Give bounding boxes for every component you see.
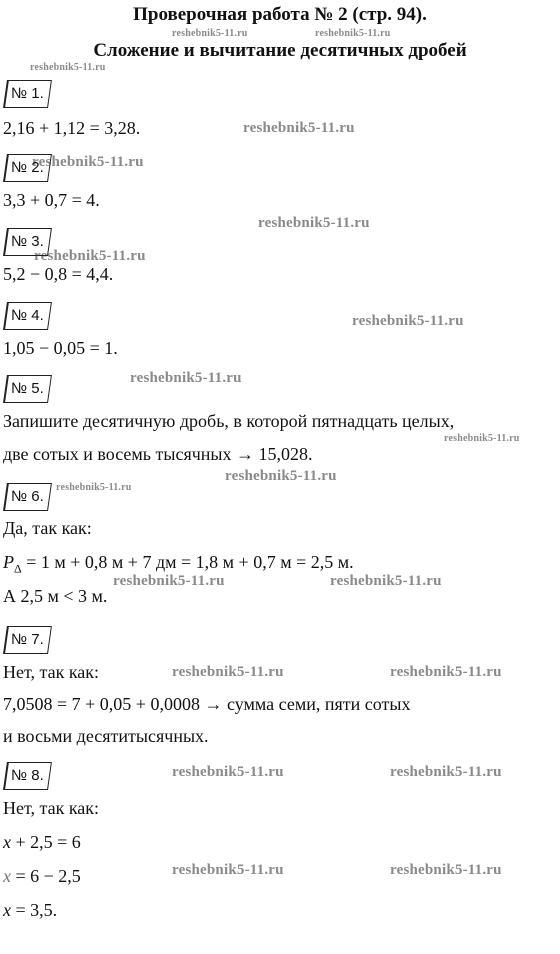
page-subtitle: Сложение и вычитание десятичных дробей (93, 40, 467, 61)
watermark: reshebnik5-11.ru (172, 764, 284, 780)
task-number-2: № 2. (3, 154, 52, 182)
watermark: reshebnik5-11.ru (30, 62, 106, 73)
watermark: reshebnik5-11.ru (390, 862, 502, 878)
watermark: reshebnik5-11.ru (352, 313, 464, 329)
task-6-line-3: А 2,5 м < 3 м. (3, 586, 108, 606)
task-8-line-2 (3, 832, 81, 853)
task-5-line-1: Запишите десятичную дробь, в которой пятнадцать целых, (3, 411, 455, 431)
task-2-answer: 3,3 + 0,7 = 4. (3, 190, 100, 210)
equation-part: = 3,5. (15, 900, 58, 920)
watermark: reshebnik5-11.ru (258, 215, 370, 231)
watermark: reshebnik5-11.ru (56, 482, 132, 493)
task-8-line-4 (3, 900, 57, 921)
task-number-4: № 4. (3, 302, 52, 330)
equation-part: + 2,5 = 6 (15, 832, 81, 852)
task-7-line-1: Нет, так как: (3, 662, 100, 682)
variable-x: x (3, 866, 11, 886)
task-number-7: № 7. (3, 626, 52, 654)
task-4-answer: 1,05 − 0,05 = 1. (3, 338, 118, 358)
perimeter-equation: = 1 м + 0,8 м + 7 дм = 1,8 м + 0,7 м = 2,5 м. (26, 552, 354, 572)
watermark: reshebnik5-11.ru (172, 664, 284, 680)
task-3-answer: 5,2 − 0,8 = 4,4. (3, 264, 114, 284)
watermark: reshebnik5-11.ru (444, 433, 520, 444)
perimeter-symbol: P (3, 552, 14, 572)
watermark: reshebnik5-11.ru (34, 248, 146, 264)
task-5-line-2: две сотых и восемь тысячных → 15,028. (3, 444, 313, 464)
watermark: reshebnik5-11.ru (243, 120, 355, 136)
task-number-1: № 1. (3, 80, 52, 108)
equation-part: = 6 − 2,5 (15, 866, 81, 886)
watermark: reshebnik5-11.ru (390, 664, 502, 680)
task-7-line-3: и восьми десятитысячных. (3, 726, 209, 746)
watermark: reshebnik5-11.ru (172, 862, 284, 878)
triangle-subscript: Δ (14, 561, 22, 576)
task-number-3: № 3. (3, 228, 52, 256)
task-number-8: № 8. (3, 762, 52, 790)
watermark: reshebnik5-11.ru (32, 154, 144, 170)
watermark: reshebnik5-11.ru (390, 764, 502, 780)
variable-x: x (3, 832, 11, 852)
task-6-line-1: Да, так как: (3, 518, 92, 538)
watermark: reshebnik5-11.ru (225, 468, 337, 484)
watermark: reshebnik5-11.ru (113, 573, 225, 589)
task-8-line-3 (3, 866, 81, 887)
task-1-answer: 2,16 + 1,12 = 3,28. (3, 118, 141, 138)
task-number-5: № 5. (3, 375, 52, 403)
watermark: reshebnik5-11.ru (315, 28, 391, 39)
watermark: reshebnik5-11.ru (172, 28, 248, 39)
task-number-6: № 6. (3, 483, 52, 511)
task-8-line-1: Нет, так как: (3, 798, 100, 818)
page-title: Проверочная работа № 2 (стр. 94). (133, 4, 427, 25)
watermark: reshebnik5-11.ru (330, 573, 442, 589)
task-7-line-2: 7,0508 = 7 + 0,05 + 0,0008 → сумма семи, пяти сотых (3, 694, 411, 714)
watermark: reshebnik5-11.ru (130, 370, 242, 386)
task-6-line-2 (3, 552, 354, 577)
variable-x: x (3, 900, 11, 920)
